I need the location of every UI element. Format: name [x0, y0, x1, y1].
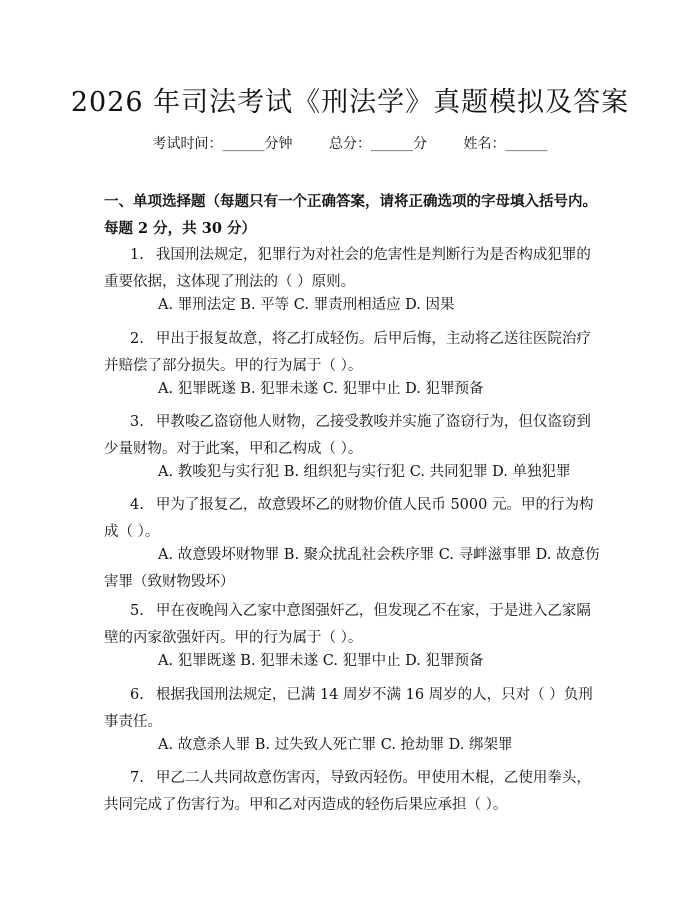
question-text: 甲为了报复乙，故意毁坏乙的财物价值人民币 5000 元。甲的行为构成（ ）。 — [104, 497, 594, 540]
question-number: 2. — [130, 331, 144, 347]
total-score-field: 总分：______分 — [329, 136, 427, 152]
question-number: 5. — [130, 603, 144, 619]
exam-info-line — [0, 133, 700, 153]
question-text: 根据我国刑法规定，已满 14 周岁不满 16 周岁的人，只对（ ）负刑事责任。 — [104, 687, 593, 730]
question-3-options: A. 教唆犯与实行犯 B. 组织犯与实行犯 C. 共同犯罪 D. 单独犯罪 — [158, 464, 571, 480]
question-1-options: A. 罪刑法定 B. 平等 C. 罪责刑相适应 D. 因果 — [158, 297, 455, 313]
question-4 — [104, 492, 600, 546]
question-number: 1. — [130, 247, 144, 263]
name-field: 姓名：______ — [463, 136, 548, 152]
question-6 — [104, 682, 600, 736]
question-number: 3. — [130, 414, 144, 430]
question-text: 甲教唆乙盗窃他人财物，乙接受教唆并实施了盗窃行为，但仅盗窃到少量财物。对于此案，甲和乙构成（ ）。 — [104, 414, 591, 457]
question-6-options: A. 故意杀人罪 B. 过失致人死亡罪 C. 抢劫罪 D. 绑架罪 — [158, 737, 513, 753]
question-text: 甲出于报复故意，将乙打成轻伤。后甲后悔，主动将乙送往医院治疗并赔偿了部分损失。甲的行为属于（ ）。 — [104, 331, 591, 374]
question-7 — [104, 765, 600, 819]
exam-time-field: 考试时间：______分钟 — [152, 136, 293, 152]
document-title: 2026 年司法考试《刑法学》真题模拟及答案 — [70, 87, 630, 118]
question-5 — [104, 598, 600, 652]
question-number: 4. — [130, 497, 144, 513]
question-3 — [104, 409, 600, 463]
question-number: 7. — [130, 770, 144, 786]
question-2-options: A. 犯罪既遂 B. 犯罪未遂 C. 犯罪中止 D. 犯罪预备 — [158, 381, 484, 397]
question-number: 6. — [130, 687, 144, 703]
question-4-options: A. 故意毁坏财物罪 B. 聚众扰乱社会秩序罪 C. 寻衅滋事罪 D. 故意伤害罪（致财物毁坏） — [104, 547, 600, 590]
question-text: 我国刑法规定，犯罪行为对社会的危害性是判断行为是否构成犯罪的重要依据，这体现了刑法的（ ）原则。 — [104, 247, 591, 290]
question-1 — [104, 242, 600, 296]
question-2 — [104, 326, 600, 380]
question-text: 甲乙二人共同故意伤害丙，导致丙轻伤。甲使用木棍，乙使用拳头，共同完成了伤害行为。甲和乙对丙造成的轻伤后果应承担（ ）。 — [104, 770, 591, 813]
question-5-options: A. 犯罪既遂 B. 犯罪未遂 C. 犯罪中止 D. 犯罪预备 — [158, 653, 484, 669]
section-heading: 一、单项选择题（每题只有一个正确答案，请将正确选项的字母填入括号内。每题 2 分，共 30 分） — [104, 193, 597, 237]
question-text: 甲在夜晚闯入乙家中意图强奸乙，但发现乙不在家，于是进入乙家隔壁的丙家欲强奸丙。甲的行为属于（ ）。 — [104, 603, 591, 646]
